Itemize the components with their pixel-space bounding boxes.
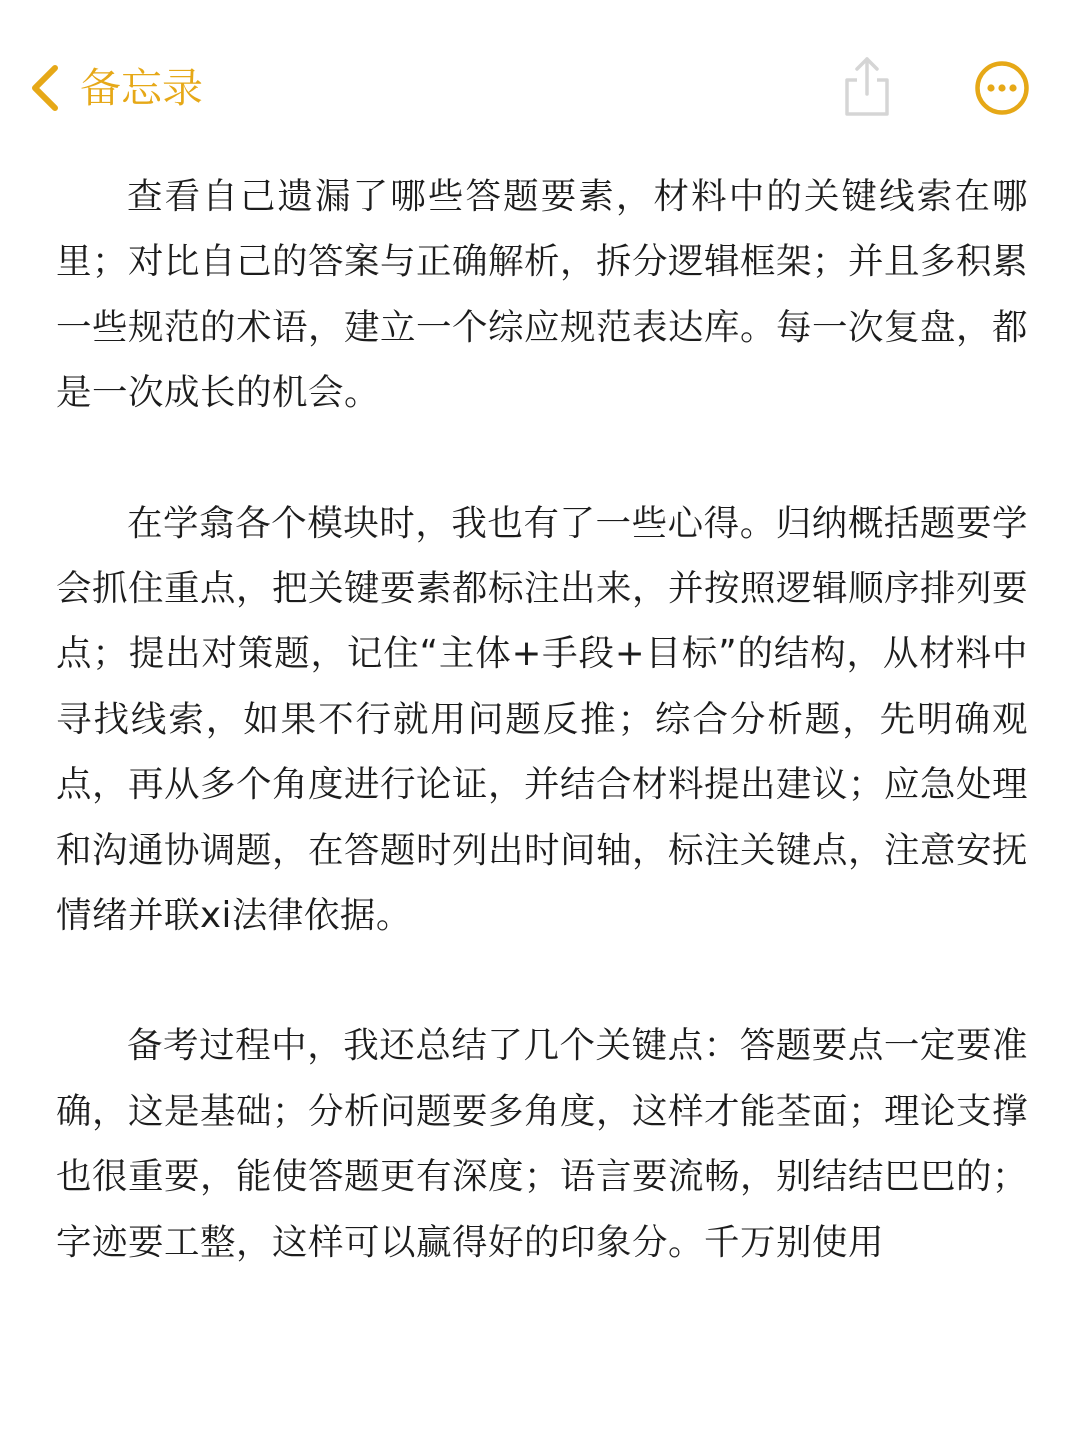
navigation-bar: [0, 0, 1080, 150]
note-paragraph-3: 备考过程中，我还总结了几个关键点：答题要点一定要准确，这是基础；分析问题要多角度，这样才能荃面；理论支撑也很重要，能使答题更有深度；语言要流畅，别结结巴巴的；字迹要工整，这样可以赢得好的印象分。千万别使用: [56, 1025, 1029, 1263]
note-paragraph-1: 查看自己遗漏了哪些答题要素，材料中的关键线索在哪里；对比自己的答案与正确解析，拆分逻辑框架；并且多积累一些规范的术语，建立一个综应规范表达库。每一次复盘，都是一次成长的机会。: [56, 176, 1029, 414]
note-content[interactable]: [56, 164, 1028, 1340]
share-button[interactable]: [840, 54, 894, 118]
share-icon: [840, 103, 894, 122]
back-button[interactable]: [28, 58, 203, 118]
more-options-button[interactable]: [974, 60, 1030, 116]
back-label: 备忘录: [80, 64, 203, 112]
chevron-left-icon: [28, 64, 60, 112]
ellipsis-circle-icon: [974, 101, 1030, 120]
note-paragraph-2: 在学翕各个模块时，我也有了一些心得。归纳概括题要学会抓住重点，把关键要素都标注出来，并按照逻辑顺序排列要点；提出对策题，记住“主体+手段+目标”的结构，从材料中寻找线索，如果不行就用问题反推；综合分析题，先明确观点，再从多个角度进行论证，并结合材料提出建议；应急处理和沟通协调题，在答题时列出时间轴，标注关键点，注意安抚情绪并联xi法律依据。: [56, 502, 1029, 937]
